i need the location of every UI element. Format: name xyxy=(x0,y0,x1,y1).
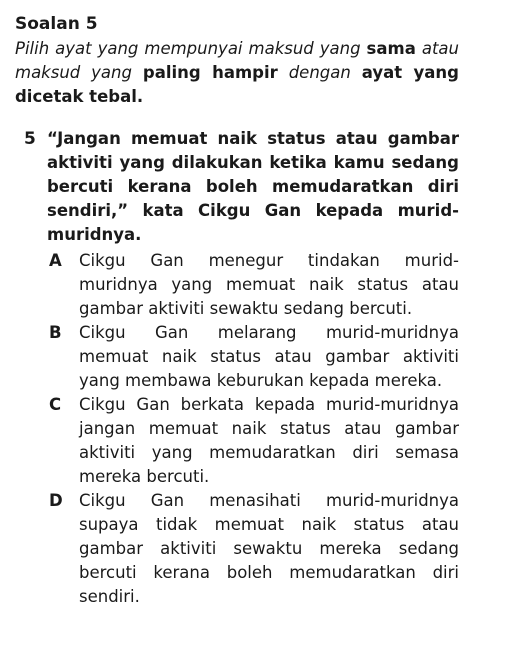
option-c[interactable] xyxy=(41,393,459,489)
instr-part-3: atau maksud yang xyxy=(15,39,459,82)
instr-part-2: sama xyxy=(366,39,416,58)
option-a[interactable] xyxy=(41,249,459,321)
instructions xyxy=(15,37,459,109)
question-stem: “Jangan memuat naik status atau gambar aktiviti yang dilakukan ketika kamu sedang bercuti kerana boleh memudaratkan diri sendiri,” kata Cikgu Gan kepada murid-muridnya. xyxy=(47,129,459,244)
option-text: Cikgu Gan melarang murid-muridnya memuat naik status atau gambar aktiviti yang membawa keburukan kepada mereka. xyxy=(79,323,459,390)
instr-part-5: dengan xyxy=(288,63,351,82)
option-b[interactable] xyxy=(41,321,459,393)
question-heading: Soalan 5 xyxy=(15,14,98,34)
instr-part-4: paling hampir xyxy=(142,63,278,82)
question-block xyxy=(15,127,459,609)
option-letter: B xyxy=(49,323,62,342)
question-number: 5 xyxy=(24,129,36,149)
instr-part-6: ayat yang dicetak tebal. xyxy=(15,63,459,106)
options-list xyxy=(41,249,459,609)
option-letter: A xyxy=(49,251,62,270)
option-text: Cikgu Gan berkata kepada murid-muridnya jangan memuat naik status atau gambar aktiviti yang memudaratkan diri semasa mereka bercuti. xyxy=(79,395,459,486)
option-d[interactable] xyxy=(41,489,459,609)
option-text: Cikgu Gan menegur tindakan murid-muridnya yang memuat naik status atau gambar aktiviti sewaktu sedang bercuti. xyxy=(79,251,459,318)
instr-part-1: Pilih ayat yang mempunyai maksud yang xyxy=(15,39,361,58)
option-letter: C xyxy=(49,395,62,414)
option-text: Cikgu Gan menasihati murid-muridnya supaya tidak memuat naik status atau gambar aktiviti sewaktu mereka sedang bercuti kerana boleh memudaratkan diri sendiri. xyxy=(79,491,459,606)
option-letter: D xyxy=(49,491,63,510)
